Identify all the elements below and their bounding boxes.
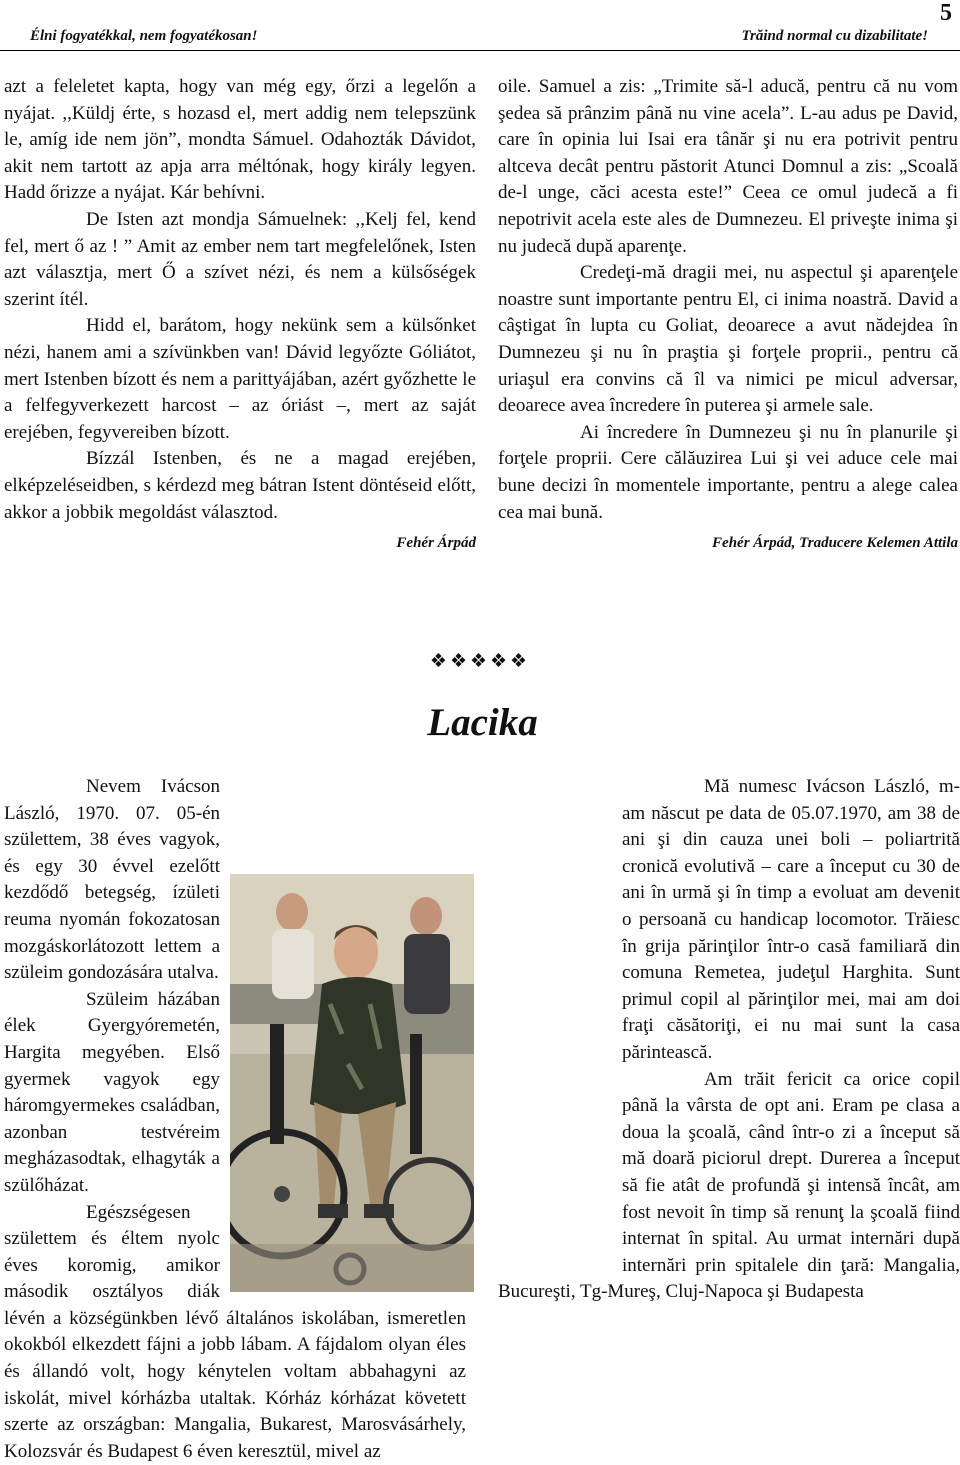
paragraph: Mă numesc Ivácson László, m-am născut pe data de 05.07.1970, am 38 de ani şi din cauza unei boli – poliartrită cronică evolutivă – care a început cu 30 de ani în urmă şi în timp a evoluat am devenit o persoană cu handicap locomotor. Trăiesc în grija părinţilor într-o casă familiară din comuna Remetea, judeţul Harghita. Sunt primul copil al părinţilor mei, mai am doi fraţi căsătoriţi, ei nu mai sunt la casa părintească. [498, 774, 960, 1067]
paragraph: Szüleim házában élek Gyergyóremetén, Hargita megyében. Első gyermek vagyok egy háromgyermekes családban, azonban testvéreim megházasodtak, elhagyták a szülőházat. [4, 987, 466, 1200]
photo-man-in-wheelchair [230, 874, 474, 1292]
paragraph: oile. Samuel a zis: „Trimite să-l aducă, pentru că nu vom şedea să prânzim până nu vine acela”. L-au adus pe David, care în opinia lui Isai era tânăr şi nu era potrivit pentru altceva decât pentru păstorit Atunci Domnul a zis: „Scoală de-l unge, căci acesta este!” Ceea ce omul judecă a fi nepotrivit acela este ales de Dumnezeu. El priveşte inima şi nu judecă după aparenţe. [498, 74, 958, 260]
author-signature: Fehér Árpád [4, 532, 476, 554]
running-header-right: Trăind normal cu dizabilitate! [741, 28, 928, 45]
author-signature: Fehér Árpád, Traducere Kelemen Attila [498, 532, 958, 554]
paragraph: Am trăit fericit ca orice copil până la vârsta de opt ani. Eram pe clasa a doua la şcoală, când într-o zi a început să mă doară piciorul drept. Durerea a început să fie atât de profundă şi intensă încât, am fost nevoit în timp să renunţ la şcoală fiind internat în spital. Au urmat internări după internări prin spitalele din ţară: Mangalia, Bucureşti, Tg-Mureş, Cluj-Napoca şi Budapesta [498, 1067, 960, 1306]
paragraph: azt a feleletet kapta, hogy van még egy, őrzi a legelőn a nyájat. ,,Küldj érte, s hozasd el, mert addig nem telepszünk le, amíg ide nem jön”, mondta Sámuel. Odahozták Dávidot, akit nem tartott az apja arra méltónak, hogy király legyen. Hadd őrizze a nyájat. Kár behívni. [4, 74, 476, 207]
photo-wrap-spacer [498, 852, 622, 1270]
top-right-column-romanian [498, 74, 958, 554]
paragraph: Credeţi-mă dragii mei, nu aspectul şi aparenţele noastre sunt importante pentru El, ci inima noastră. David a câştigat în lupta cu Goliat, deoarece a avut nădejdea în Dumnezeu şi nu în praştia şi forţele proprii., pentru că uriaşul era convins că îl va nimici pe micul adversar, deoarece avea încredere în puterea şi armele sale. [498, 260, 958, 420]
paragraph: Ai încredere în Dumnezeu şi nu în planurile şi forţele proprii. Cere călăuzirea Lui şi vei aduce cele mai bune decizi în momentele importante, pentru a alege calea cea mai bună. [498, 420, 958, 526]
article-title: Lacika [0, 700, 960, 745]
paragraph: Egészségesen születtem és éltem nyolc éves koromig, amikor második osztályos diák lévén a községünkben lévő általános iskolában, ismeretlen okokból elkezdett fájni a jobb lábam. A fájdalom olyan éles és állandó volt, hogy kénytelen voltam abbahagyni az iskolát, mivel kórházba utaltak. Kórház kórházat követett szerte az országban: Mangalia, Bukarest, Marosvásárhely, Kolozsvár és Budapest 6 éven keresztül, mivel az [4, 1200, 466, 1465]
top-left-column-hungarian [4, 74, 476, 554]
section-divider-ornament: ❖❖❖❖❖ [0, 650, 960, 673]
page-number: 5 [940, 0, 952, 27]
header-rule [0, 50, 960, 51]
paragraph: Bízzál Istenben, és ne a magad erejében, elképzeléseidben, s kérdezd meg bátran Istent döntéseid előtt, akkor a jobbik megoldást választod. [4, 446, 476, 526]
paragraph: Hidd el, barátom, hogy nekünk sem a külsőnket nézi, hanem ami a szívünkben van! Dávid legyőzte Góliátot, mert Istenben bízott és nem a parittyájában, azért győzhette le a felfegyverkezett harcost – az óriást –, mert az saját erejében, fegyvereiben bízott. [4, 313, 476, 446]
paragraph: Nevem Ivácson László, 1970. 07. 05-én születtem, 38 éves vagyok, és egy 30 évvel ezelőtt kezdődő betegség, ízületi reuma nyomán fokozatosan mozgáskorlátozott lettem a szüleim gondozására utalva. [4, 774, 466, 987]
paragraph: De Isten azt mondja Sámuelnek: ,,Kelj fel, kend fel, mert ő az ! ” Amit az ember nem tart megfelelőnek, Isten azt választja, mert Ő a szívet nézi, és nem a külsőségek szerint ítél. [4, 207, 476, 313]
bottom-right-column-romanian [498, 774, 960, 1306]
bottom-left-column-hungarian [4, 774, 466, 1465]
running-header-left: Élni fogyatékkal, nem fogyatékosan! [30, 28, 258, 45]
